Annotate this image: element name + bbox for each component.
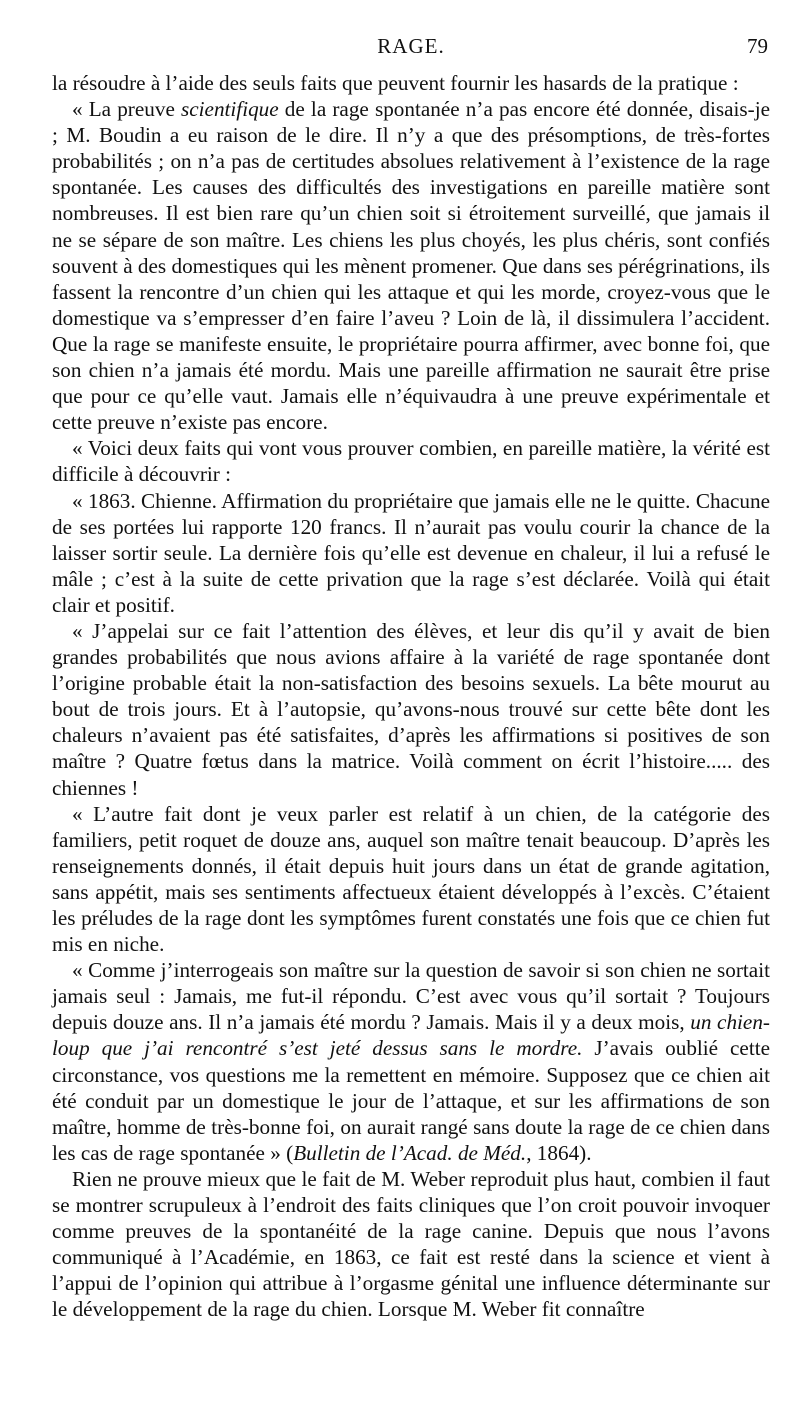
- text-run: « 1863. Chienne. Affirmation du propriétaire que jamais elle ne le quitte. Chacune de ses portées lui rapporte 120 francs. Il n’aurait pas voulu courir la chance de la laisser sortir seule. La dernière fois qu’elle est devenue en chaleur, il lui a refusé le mâle ; c’est à la suite de cette privation que la rage s’est déclarée. Voilà qui était clair et positif.: [52, 488, 770, 617]
- page-number: 79: [747, 34, 768, 58]
- text-run: de la rage spontanée n’a pas encore été donnée, disais-je ; M. Boudin a eu raison de le dire. Il n’y a que des présomptions, de très-fortes probabilités ; on n’a pas de certitudes absolues relativement à l’existence de la rage spontanée. Les causes des difficultés des investigations en pareille matière sont nombreuses. Il est bien rare qu’un chien soit si étroitement surveillé, que jamais il ne se sépare de son maître. Les chiens les plus choyés, les plus chéris, sont confiés souvent à des domestiques qui les mènent promener. Que dans ses pérégrinations, ils fassent la rencontre d’un chien qui les attaque et qui les morde, croyez-vous que le domestique va s’empresser d’en faire l’aveu ? Loin de là, il dissimulera l’accident. Que la rage se manifeste ensuite, le propriétaire pourra affirmer, avec bonne foi, que son chien n’a jamais été mordu. Mais une pareille affirmation ne saurait être prise que pour ce qu’elle vaut. Jamais elle n’équivaudra à une preuve expérimentale et cette preuve n’existe pas encore.: [52, 97, 771, 435]
- italic-text: Bulletin de l’Acad. de Méd.: [293, 1140, 527, 1165]
- text-run: « L’autre fait dont je veux parler est relatif à un chien, de la catégorie des familiers, petit roquet de douze ans, auquel son maître tenait beaucoup. D’après les renseignements donnés, il était depuis huit jours dans un état de grande agitation, sans appétit, mais ses sentiments affectueux étaient développés à l’excès. C’étaient les préludes de la rage dont les symptômes furent constatés une fois que ce chien fut mis en niche.: [52, 801, 770, 957]
- running-head: RAGE.: [377, 34, 445, 58]
- text-run: « Voici deux faits qui vont vous prouver combien, en pareille matière, la vérité est difficile à découvrir :: [52, 436, 770, 487]
- italic-text: un chien-loup que j’ai rencontré s’est jeté dessus sans le mordre.: [52, 1010, 770, 1061]
- text-run: « J’appelai sur ce fait l’attention des élèves, et leur dis qu’il y avait de bien grandes probabilités que nous avions affaire à la variété de rage spontanée dont l’origine probable était la non-satisfaction des besoins sexuels. La bête mourut au bout de trois jours. Et à l’autopsie, qu’avons-nous trouvé sur cette bête dont les chaleurs n’avaient pas été satisfaites, d’après les affirmations si positives de son maître ? Quatre fœtus dans la matrice. Voilà comment on écrit l’histoire..... des chiennes !: [52, 618, 770, 800]
- text-run: , 1864).: [526, 1140, 592, 1165]
- italic-text: scientifique: [181, 97, 279, 122]
- paragraph: [52, 618, 770, 801]
- paragraph: [52, 957, 770, 1166]
- text-run: « La preuve: [72, 97, 181, 122]
- text-run: la résoudre à l’aide des seuls faits que peuvent fournir les hasards de la pratique :: [52, 71, 739, 95]
- paragraph: [52, 70, 770, 96]
- paragraph: [52, 488, 770, 618]
- paragraph: [52, 435, 770, 487]
- text-run: Rien ne prouve mieux que le fait de M. Weber reproduit plus haut, combien il faut se montrer scrupuleux à l’endroit des faits cliniques que l’on croit pouvoir invoquer comme preuves de la spontanéité de la rage canine. Depuis que nous l’avons communiqué à l’Académie, en 1863, ce fait est resté dans la science et vient à l’appui de l’opinion qui attribue à l’orgasme génital une influence déterminante sur le développement de la rage du chien. Lorsque M. Weber fit connaître: [52, 1166, 770, 1322]
- text-run: J’avais oublié cette circonstance, vos questions me la remettent en mémoire. Supposez que ce chien ait été conduit par un domestique le jour de l’attaque, et sur les affirmations de son maître, homme de très-bonne foi, on aurait rangé sans doute la rage de ce chien dans les cas de rage spontanée » (: [52, 1036, 770, 1165]
- page-header: [52, 30, 770, 64]
- text-run: « Comme j’interrogeais son maître sur la question de savoir si son chien ne sortait jamais seul : Jamais, me fut-il répondu. C’est avec vous qu’il sortait ? Toujours depuis douze ans. Il n’a jamais été mordu ? Jamais. Mais il y a deux mois,: [52, 958, 770, 1035]
- paragraph: [52, 801, 770, 958]
- paragraph: [52, 96, 770, 435]
- body-text: [52, 70, 770, 1323]
- paragraph: [52, 1166, 770, 1323]
